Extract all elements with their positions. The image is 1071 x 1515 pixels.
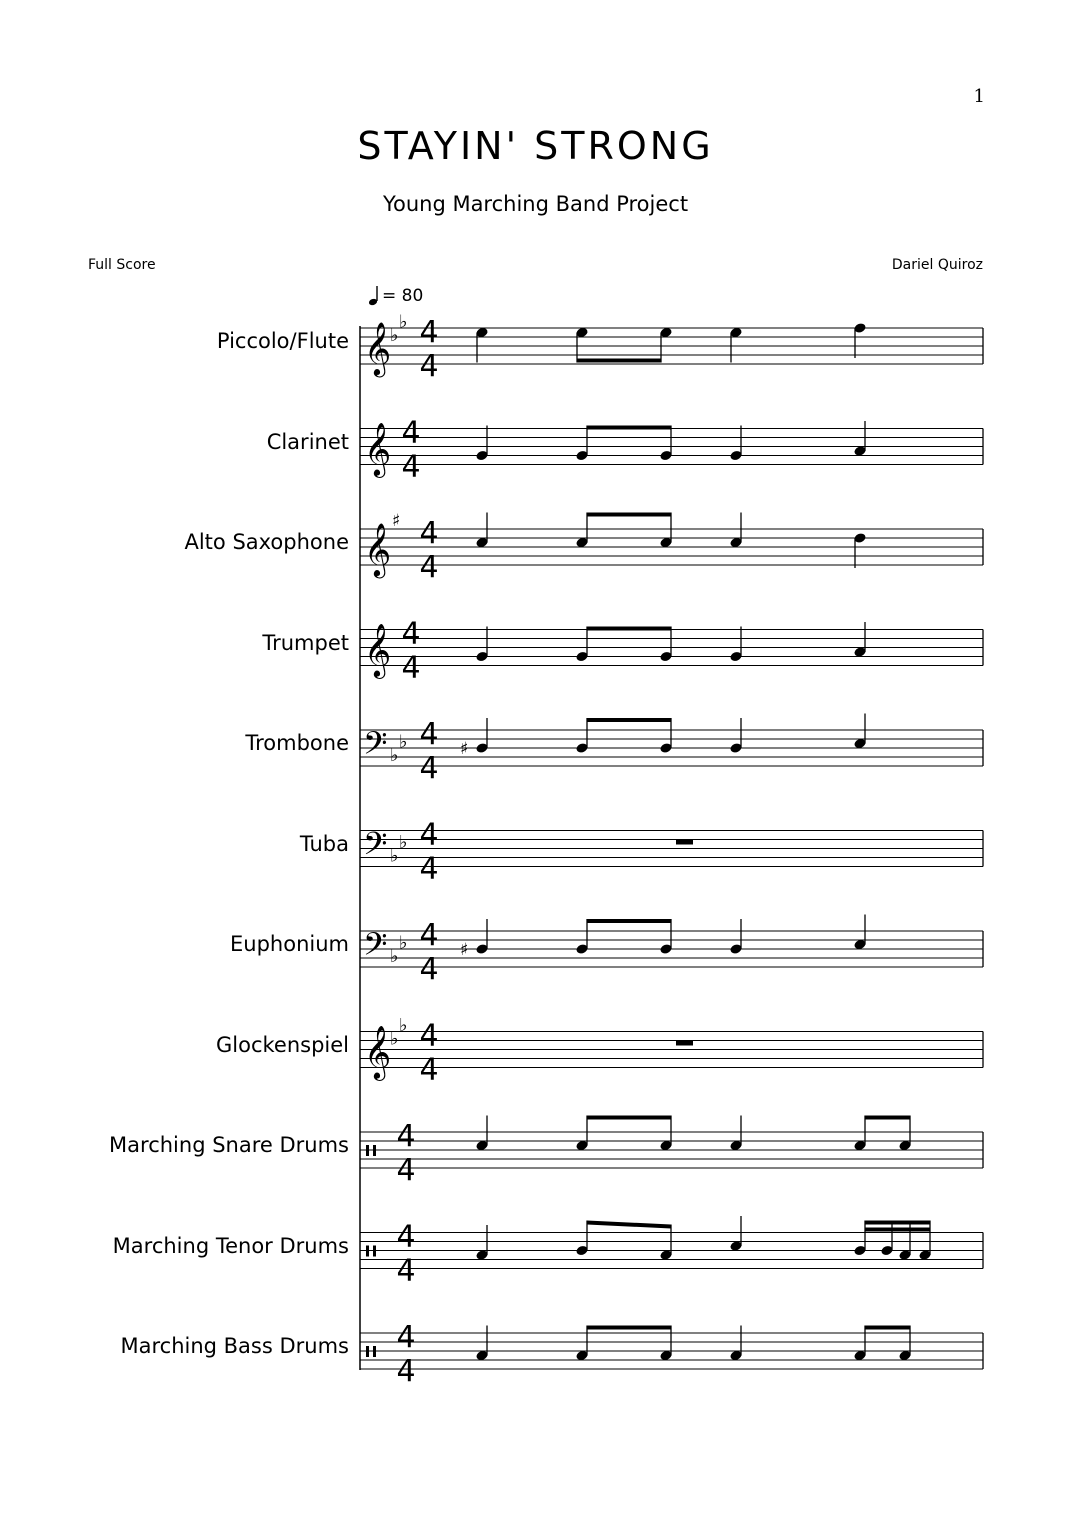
note-beam <box>865 1221 930 1225</box>
time-signature-denominator: 4 <box>419 851 439 887</box>
staff-euphonium <box>360 915 983 988</box>
whole-rest-icon <box>676 1041 693 1046</box>
bass-clef-icon: 𝄢 <box>363 926 388 970</box>
time-signature-denominator: 4 <box>419 1052 439 1088</box>
flat-icon: ♭ <box>390 845 399 867</box>
staff-clarinet <box>360 416 983 485</box>
staff-marching-bass-drums <box>360 1320 983 1389</box>
time-signature-numerator: 4 <box>401 616 421 652</box>
percussion-clef-icon <box>366 1246 369 1257</box>
time-signature-denominator: 4 <box>419 550 439 585</box>
tempo-marking <box>368 286 423 306</box>
staff-marching-snare-drums <box>360 1116 983 1189</box>
score-subtitle: Young Marching Band Project <box>382 192 689 216</box>
staff-trombone <box>360 714 983 787</box>
instrument-label: Trombone <box>245 731 349 755</box>
flat-icon: ♭ <box>390 946 399 967</box>
time-signature-numerator: 4 <box>419 516 439 551</box>
sharp-icon: ♯ <box>392 511 401 531</box>
treble-clef-icon: 𝄞 <box>364 622 392 677</box>
instrument-label: Piccolo/Flute <box>216 329 349 353</box>
note-beam <box>865 1326 910 1330</box>
percussion-clef-icon <box>373 1145 376 1156</box>
flat-icon: ♭ <box>399 311 408 333</box>
note-beam <box>587 1326 671 1330</box>
bass-clef-icon: 𝄢 <box>363 725 388 769</box>
tempo-text: = 80 <box>382 286 424 306</box>
time-signature-numerator: 4 <box>396 1219 416 1255</box>
time-signature-numerator: 4 <box>396 1320 416 1355</box>
instrument-label: Marching Snare Drums <box>109 1133 349 1157</box>
treble-clef-icon: 𝄞 <box>364 321 392 375</box>
percussion-clef-icon <box>373 1246 376 1257</box>
instrument-label: Alto Saxophone <box>184 530 349 554</box>
instrument-label: Trumpet <box>262 630 349 655</box>
note-beam <box>865 1228 930 1232</box>
time-signature-numerator: 4 <box>419 315 439 350</box>
note-beam <box>587 513 671 517</box>
note-beam <box>587 426 671 430</box>
treble-clef-icon: 𝄞 <box>364 1024 392 1079</box>
bass-clef-icon: 𝄢 <box>363 825 388 870</box>
time-signature-denominator: 4 <box>396 1354 416 1389</box>
staff-trumpet <box>360 617 983 686</box>
percussion-clef-icon <box>366 1145 369 1156</box>
sharp-icon: ♯ <box>460 739 469 759</box>
time-signature-numerator: 4 <box>396 1119 416 1154</box>
note-beam <box>587 718 671 722</box>
instrument-label: Tuba <box>299 831 349 856</box>
instrument-label: Euphonium <box>230 932 349 956</box>
flat-icon: ♭ <box>399 1015 408 1036</box>
percussion-clef-icon <box>373 1346 376 1357</box>
treble-clef-icon: 𝄞 <box>364 522 392 576</box>
time-signature-denominator: 4 <box>401 650 421 686</box>
note-beam <box>587 1221 671 1229</box>
staff-alto-saxophone <box>360 511 983 585</box>
staff-marching-tenor-drums <box>360 1216 983 1289</box>
score-type-label: Full Score <box>88 257 156 273</box>
flat-icon: ♭ <box>390 1028 399 1050</box>
time-signature-numerator: 4 <box>419 918 439 953</box>
instrument-label: Clarinet <box>266 429 349 454</box>
note-beam <box>587 919 671 923</box>
composer-name: Dariel Quiroz <box>891 257 983 273</box>
score-title: STAYIN' STRONG <box>357 124 714 168</box>
time-signature-denominator: 4 <box>419 952 439 987</box>
time-signature-numerator: 4 <box>419 817 439 853</box>
note-beam <box>587 627 671 631</box>
time-signature-denominator: 4 <box>396 1153 416 1188</box>
page-number: 1 <box>973 86 985 107</box>
time-signature-denominator: 4 <box>396 1253 416 1289</box>
percussion-clef-icon <box>366 1346 369 1357</box>
instrument-label: Marching Tenor Drums <box>112 1233 349 1258</box>
flat-icon: ♭ <box>399 731 408 753</box>
time-signature-numerator: 4 <box>419 1018 439 1054</box>
staff-glockenspiel <box>360 1015 983 1088</box>
time-signature-denominator: 4 <box>419 751 439 786</box>
time-signature-denominator: 4 <box>401 449 421 485</box>
flat-icon: ♭ <box>390 325 399 346</box>
flat-icon: ♭ <box>399 932 408 954</box>
note-beam <box>577 359 661 363</box>
treble-clef-icon: 𝄞 <box>364 421 392 476</box>
sharp-icon: ♯ <box>460 940 469 960</box>
flat-icon: ♭ <box>390 745 399 766</box>
whole-rest-icon <box>676 840 693 845</box>
instrument-label: Glockenspiel <box>215 1032 349 1057</box>
staff-tuba <box>360 818 983 887</box>
flat-icon: ♭ <box>399 832 408 853</box>
time-signature-denominator: 4 <box>419 349 439 384</box>
note-beam <box>587 1116 671 1120</box>
instrument-label: Marching Bass Drums <box>120 1334 349 1358</box>
note-beam <box>865 1116 910 1120</box>
time-signature-numerator: 4 <box>401 415 421 451</box>
time-signature-numerator: 4 <box>419 717 439 752</box>
staff-piccolo-flute <box>360 312 983 385</box>
